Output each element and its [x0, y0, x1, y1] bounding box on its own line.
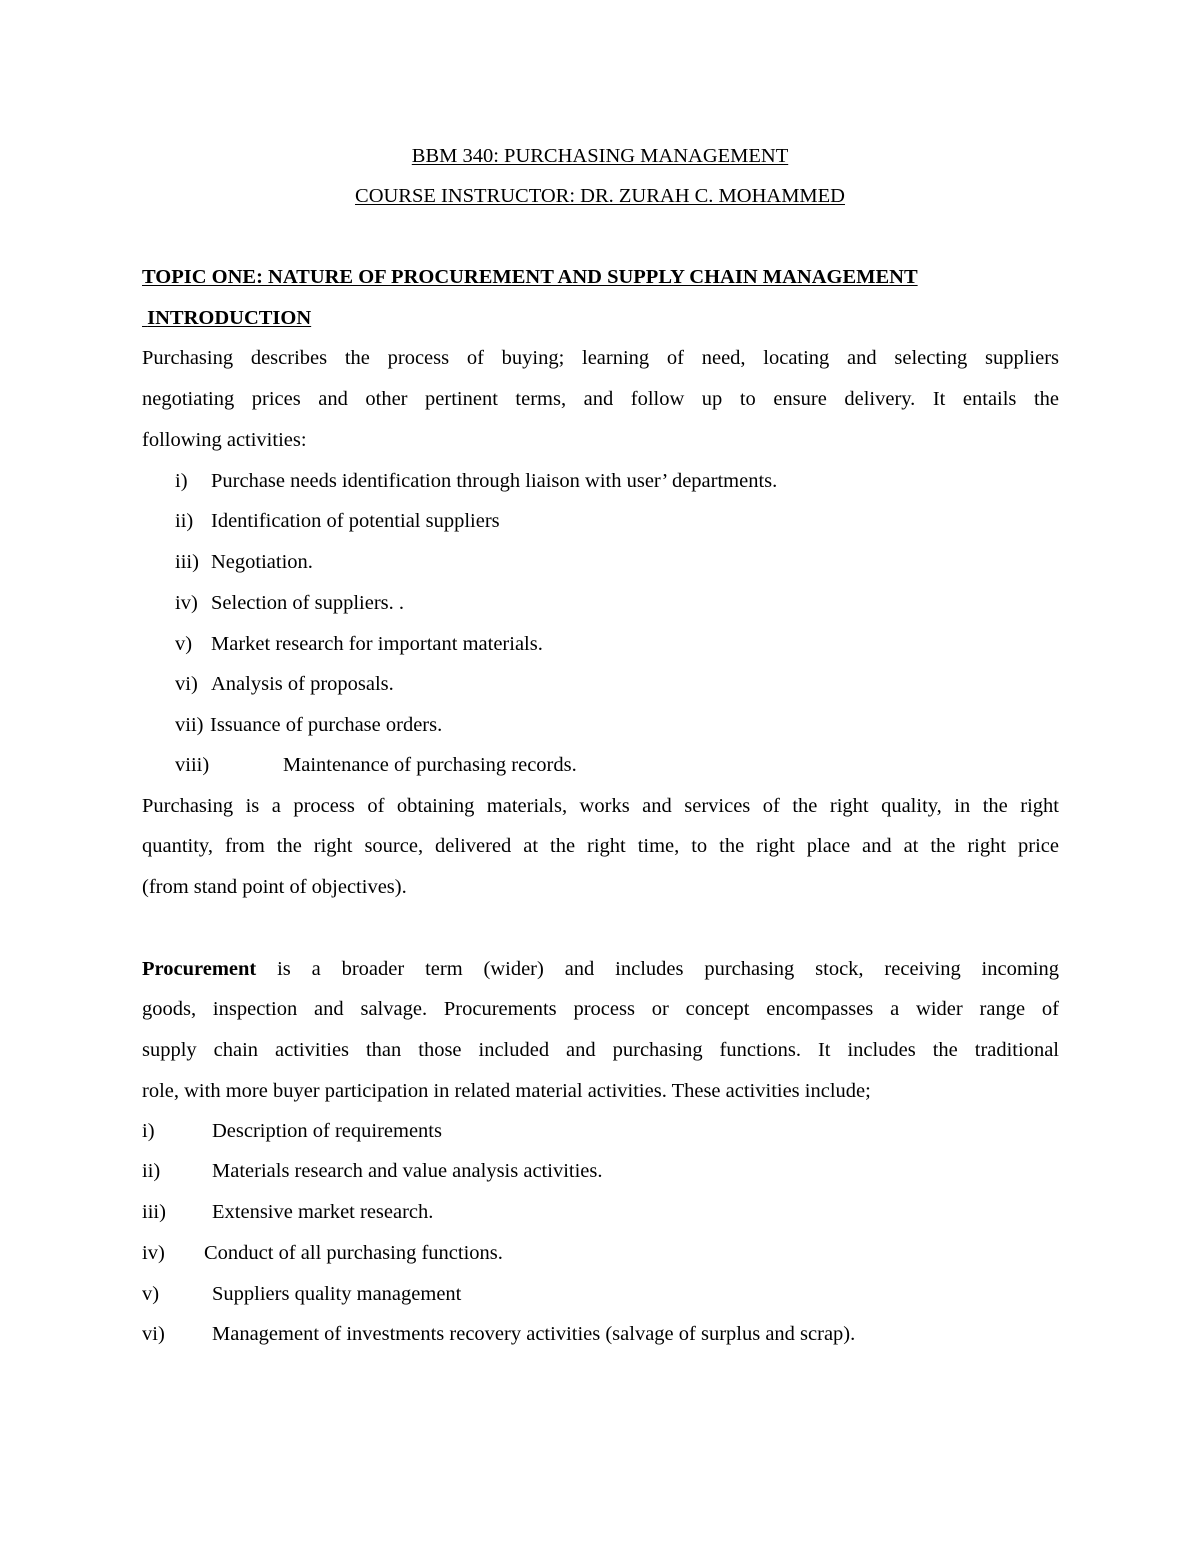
procurement-paragraph-line [142, 959, 1059, 980]
list-item: Management of investments recovery activities (salvage of surplus and scrap). [212, 1323, 856, 1345]
list-item: Conduct of all purchasing functions. [204, 1242, 503, 1264]
procurement-paragraph-line: supply chain activities than those included and purchasing functions. It includes the traditional [142, 1039, 1059, 1061]
list-item-number: vi) [175, 673, 198, 695]
list-item: Selection of suppliers. . [211, 592, 405, 614]
procurement-paragraph-line: role, with more buyer participation in related material activities. These activities include; [142, 1080, 871, 1102]
list-item-number: i) [175, 470, 188, 492]
list-item-number: vi) [142, 1323, 165, 1345]
list-item-number: i) [142, 1120, 155, 1142]
procurement-first-line: is a broader term (wider) and includes purchasing stock, receiving incoming [256, 958, 1059, 980]
list-item-number: iii) [175, 551, 199, 573]
definition-paragraph-line: (from stand point of objectives). [142, 876, 407, 898]
list-item: Purchase needs identification through liaison with user’ departments. [211, 470, 778, 492]
list-item: Identification of potential suppliers [211, 510, 500, 532]
course-instructor: COURSE INSTRUCTOR: DR. ZURAH C. MOHAMMED [355, 185, 845, 207]
topic-title: TOPIC ONE: NATURE OF PROCUREMENT AND SUPPLY CHAIN MANAGEMENT [142, 266, 918, 288]
section-heading-text: INTRODUCTION [147, 307, 312, 329]
list-item-number: ii) [142, 1160, 161, 1182]
list-item: Suppliers quality management [212, 1283, 462, 1305]
list-item-number: iv) [142, 1242, 165, 1264]
intro-paragraph-line: following activities: [142, 429, 307, 451]
intro-paragraph-line: Purchasing describes the process of buying; learning of need, locating and selecting suppliers [142, 347, 1059, 369]
procurement-paragraph-line: goods, inspection and salvage. Procurements process or concept encompasses a wider range of [142, 998, 1059, 1020]
list-item: Issuance of purchase orders. [210, 714, 443, 736]
section-heading-introduction [142, 308, 311, 329]
list-item: Market research for important materials. [211, 633, 543, 655]
list-item-number: v) [142, 1283, 160, 1305]
intro-paragraph-line: negotiating prices and other pertinent terms, and follow up to ensure delivery. It entails the [142, 388, 1059, 410]
list-item: Extensive market research. [212, 1201, 434, 1223]
list-item-number: iii) [142, 1201, 166, 1223]
list-item-number: iv) [175, 592, 198, 614]
list-item: Analysis of proposals. [211, 673, 394, 695]
procurement-term: Procurement [142, 958, 257, 980]
definition-paragraph-line: quantity, from the right source, delivered at the right time, to the right place and at the right price [142, 835, 1059, 857]
list-item-number: v) [175, 633, 193, 655]
list-item: Description of requirements [212, 1120, 442, 1142]
list-item: Materials research and value analysis activities. [212, 1160, 603, 1182]
definition-paragraph-line: Purchasing is a process of obtaining materials, works and services of the right quality, in the right [142, 795, 1059, 817]
list-item-number: ii) [175, 510, 194, 532]
list-item-number: vii) [175, 714, 204, 736]
list-item: Maintenance of purchasing records. [283, 754, 577, 776]
course-title: BBM 340: PURCHASING MANAGEMENT [411, 145, 789, 167]
list-item: Negotiation. [211, 551, 313, 573]
list-item-number: viii) [175, 754, 210, 776]
